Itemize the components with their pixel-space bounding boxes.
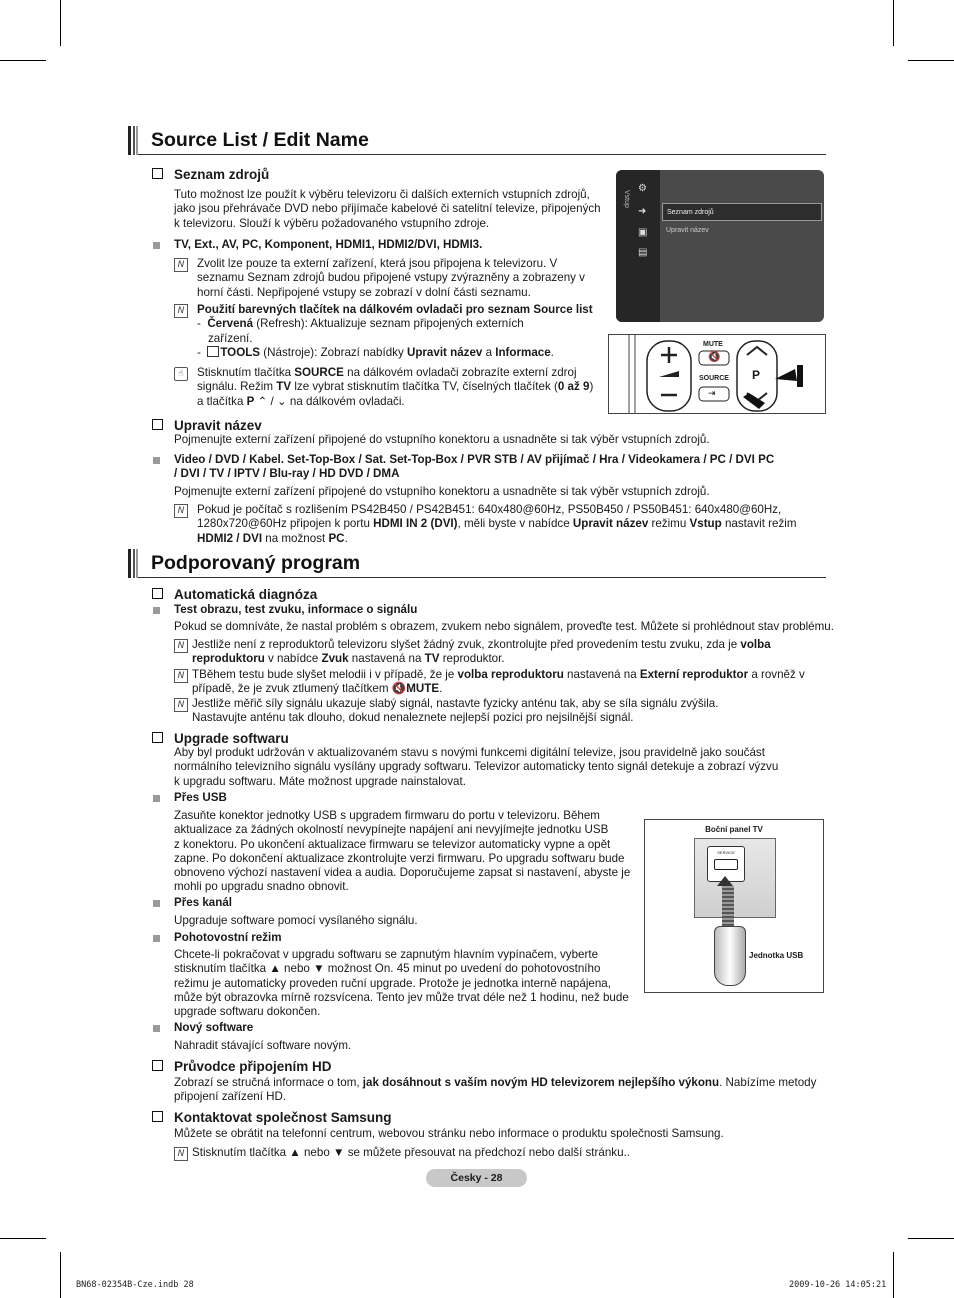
paragraph: Aby byl produkt udržován v aktualizovaném stavu s novými funkcemi digitální televize, jsou pravidelně jako součást normálního televizního signálu vysílány upgrady softwaru. Televizor automaticky tento signál detekuje a zobrazí výzvu k upgradu softwaru. Máte možnost upgrade nainstalovat. bbox=[174, 746, 779, 788]
section-title: Source List / Edit Name bbox=[151, 129, 369, 151]
crop-mark bbox=[893, 1252, 894, 1298]
checkbox-icon bbox=[152, 1111, 163, 1122]
header-bar-decoration bbox=[128, 126, 138, 155]
print-date-info: 2009-10-26 14:05:21 bbox=[789, 1280, 887, 1290]
square-bullet-icon bbox=[153, 242, 160, 249]
subheading-seznam: Seznam zdrojů bbox=[152, 166, 269, 183]
square-bullet-icon bbox=[153, 607, 160, 614]
page-number: Česky - 28 bbox=[426, 1169, 527, 1187]
paragraph: Upgraduje software pomocí vysílaného signálu. bbox=[174, 914, 418, 927]
checkbox-icon bbox=[152, 588, 163, 599]
section-header-podporovany bbox=[128, 549, 826, 578]
note-text: Pokud je počítač s rozlišením PS42B450 / PS42B451: 640x480@60Hz, PS50B450 / PS50B451: 640x480@60Hz, 1280x720@60Hz připojen k portu HDMI IN 2 (DVI), měli byste v nabídce Upravit název režimu Vstup nastavit režim HDMI2 / DVI na možnost PC. bbox=[197, 503, 797, 545]
checkbox-icon bbox=[152, 1060, 163, 1071]
square-bullet-icon bbox=[153, 1025, 160, 1032]
note-text: TBěhem testu bude slyšet melodii i v případě, že je volba reproduktoru nastavená na Externí reproduktor a rovněž v případě, že je zvuk ztlumený tlačítkem 🔇MUTE. bbox=[192, 668, 805, 696]
checkbox-icon bbox=[152, 168, 163, 179]
mute-label: MUTE bbox=[703, 341, 723, 348]
menu-side-label: Vstup bbox=[623, 190, 630, 208]
usb-port bbox=[714, 859, 738, 870]
crop-mark bbox=[908, 1238, 954, 1239]
paragraph: Zasuňte konektor jednotky USB s upgradem firmwaru do portu v televizoru. Během aktualizace za žádných okolností nevypínejte napájení ani nevyjímejte jednotku USB z konektoru. Po ukončení aktualizace firmwaru se televizor automaticky vypne a opět zapne. Po dokončení aktualizace zkontrolujte verzi firmwaru. Po upgradu softwaru bude obnoveno výchozí nastavení videa a audia. Doporučujeme zapsat si nastavení, abyste je mohli po upgradu snadno obnovit. bbox=[174, 809, 631, 894]
note-icon: N bbox=[174, 639, 188, 653]
paragraph: Zobrazí se stručná informace o tom, jak dosáhnout s vaším novým HD televizorem nejlepšího výkonu. Nabízíme metody připojení zařízení HD. bbox=[174, 1076, 817, 1104]
tools-icon bbox=[207, 346, 219, 357]
paragraph: Pojmenujte externí zařízení připojené do vstupního konektoru a usnadněte si tak výběr vstupních zdrojů. bbox=[174, 485, 710, 498]
bullet-title: Pohotovostní režim bbox=[174, 931, 282, 944]
tv-menu-screenshot bbox=[616, 170, 824, 322]
section-header-source-list bbox=[128, 126, 826, 155]
square-bullet-icon bbox=[153, 795, 160, 802]
bullet-title: Přes USB bbox=[174, 791, 227, 804]
usb-connector bbox=[722, 886, 734, 926]
paragraph: Nahradit stávající software novým. bbox=[174, 1039, 352, 1052]
chevron-down-icon: ⌄ bbox=[276, 394, 287, 408]
source-icon: ⇥ bbox=[708, 388, 716, 398]
crop-mark bbox=[893, 0, 894, 46]
crop-mark bbox=[60, 0, 61, 46]
crop-mark bbox=[0, 60, 46, 61]
gear-icon: ⚙ bbox=[638, 183, 647, 194]
square-bullet-icon bbox=[153, 935, 160, 942]
paragraph: Chcete-li pokračovat v upgradu softwaru se zapnutým hlavním vypínačem, vyberte stisknutím tlačítka ▲ nebo ▼ možnost On. 45 minut po uvedení do pohotovostního režimu je automaticky proveden ruční upgrade. Protože je jednotka interně napájena, může být obrazovka mírně rozsvícena. Tento jev může trvat déle než 1 hodinu, než bude upgrade softwaru dokončen. bbox=[174, 948, 629, 1019]
figure-title: Boční panel TV bbox=[705, 825, 763, 834]
note-icon: N bbox=[174, 1147, 188, 1161]
insert-arrow-icon bbox=[717, 876, 733, 886]
crop-mark bbox=[908, 60, 954, 61]
service-port: SERVICE bbox=[707, 846, 745, 882]
usb-figure bbox=[644, 819, 824, 993]
subheading-pruvodce: Průvodce připojením HD bbox=[152, 1058, 332, 1075]
support-icon: ▤ bbox=[638, 247, 648, 258]
mute-icon: 🔇 bbox=[391, 682, 407, 696]
note-icon: N bbox=[174, 504, 188, 518]
bullet-text: Test obrazu, test zvuku, informace o signálu bbox=[174, 603, 418, 616]
p-label: P bbox=[752, 368, 761, 382]
note-text: Použití barevných tlačítek na dálkovém ovladači pro seznam Source list - Červená (Refresh): Aktualizuje seznam připojených externích zařízení. - TOOLS (Nástroje): Zobrazí nabídky Upravit název a Informace. bbox=[197, 303, 593, 359]
print-file-info: BN68-02354B-Cze.indb 28 bbox=[76, 1280, 194, 1290]
note-text: Jestliže není z reproduktorů televizoru slyšet žádný zvuk, zkontrolujte před provedením testu zvuku, zda je volba reproduktoru v nabídce Zvuk nastavená na TV reproduktor. bbox=[192, 638, 771, 666]
bullet-title: Přes kanál bbox=[174, 896, 233, 909]
channel-icon: ▣ bbox=[638, 227, 648, 238]
checkbox-icon bbox=[152, 419, 163, 430]
note-icon: N bbox=[174, 304, 188, 318]
input-icon: ➜ bbox=[638, 206, 647, 217]
bullet-text: Video / DVD / Kabel. Set-Top-Box / Sat. Set-Top-Box / PVR STB / AV přijímač / Hra / Videokamera / PC / DVI PC / DVI / TV / IPTV / Blu-ray / HD DVD / DMA bbox=[174, 453, 775, 481]
note-icon: N bbox=[174, 698, 188, 712]
remote-control-figure bbox=[608, 334, 826, 414]
square-bullet-icon bbox=[153, 900, 160, 907]
mute-icon: 🔇 bbox=[708, 352, 721, 363]
paragraph: Tuto možnost lze použít k výběru televizoru či dalších externích vstupních zdrojů, jako jsou přehrávače DVD nebo přijímače kabelové či satelitní televize, připojených k televizoru. Slouží k výběru požadovaného vstupního zdroje. bbox=[174, 188, 601, 230]
chevron-up-icon: ⌃ bbox=[257, 394, 268, 408]
paragraph: Pojmenujte externí zařízení připojené do vstupního konektoru a usnadněte si tak výběr vstupních zdrojů. bbox=[174, 433, 710, 446]
usb-drive bbox=[714, 926, 746, 986]
paragraph: Můžete se obrátit na telefonní centrum, webovou stránku nebo informace o produktu společnosti Samsung. bbox=[174, 1127, 724, 1140]
note-text: Stisknutím tlačítka ▲ nebo ▼ se můžete přesouvat na předchozí nebo další stránku.. bbox=[192, 1146, 630, 1159]
header-bar-decoration bbox=[128, 549, 138, 578]
menu-item-selected: Seznam zdrojů bbox=[662, 203, 822, 221]
note-icon: N bbox=[174, 669, 188, 683]
subheading-auto: Automatická diagnóza bbox=[152, 586, 317, 603]
note-text: Zvolit lze pouze ta externí zařízení, která jsou připojena k televizoru. V seznamu Seznam zdrojů budou připojené vstupy zvýrazněny a zobrazeny v horní části. Nepřipojené vstupy se zobrazí v dolní části seznamu. bbox=[197, 257, 585, 299]
bullet-text: TV, Ext., AV, PC, Komponent, HDMI1, HDMI2/DVI, HDMI3. bbox=[174, 238, 483, 251]
remote-hand-icon: ☝ bbox=[174, 367, 188, 381]
section-title: Podporovaný program bbox=[151, 552, 361, 574]
note-text: Jestliže měřič síly signálu ukazuje slabý signál, nastavte fyzicky anténu tak, aby se síla signálu zvýšila. Nastavujte anténu tak dlouho, dokud nenaleznete nejlepší pozici pro nejsilnější signál. bbox=[192, 697, 719, 725]
checkbox-icon bbox=[152, 732, 163, 743]
source-label: SOURCE bbox=[699, 375, 729, 382]
bullet-title: Nový software bbox=[174, 1021, 254, 1034]
paragraph: Pokud se domníváte, že nastal problém s obrazem, zvukem nebo signálem, proveďte test. Můžete si prohlédnout stav problému. bbox=[174, 620, 834, 633]
note-text: Stisknutím tlačítka SOURCE na dálkovém ovladači zobrazíte externí zdroj signálu. Režim TV lze vybrat stisknutím tlačítka TV, číselných tlačítek (0 až 9) a tlačítka P ⌃ / ⌄ na dálkovém ovladači. bbox=[197, 366, 594, 408]
crop-mark bbox=[60, 1252, 61, 1298]
crop-mark bbox=[0, 1238, 46, 1239]
usb-drive-label: Jednotka USB bbox=[749, 951, 804, 960]
note-icon: N bbox=[174, 258, 188, 272]
subheading-kontakt: Kontaktovat společnost Samsung bbox=[152, 1109, 392, 1126]
subheading-upravit: Upravit název bbox=[152, 417, 262, 434]
square-bullet-icon bbox=[153, 457, 160, 464]
menu-item: Upravit název bbox=[666, 227, 709, 234]
subheading-upgrade: Upgrade softwaru bbox=[152, 730, 289, 747]
